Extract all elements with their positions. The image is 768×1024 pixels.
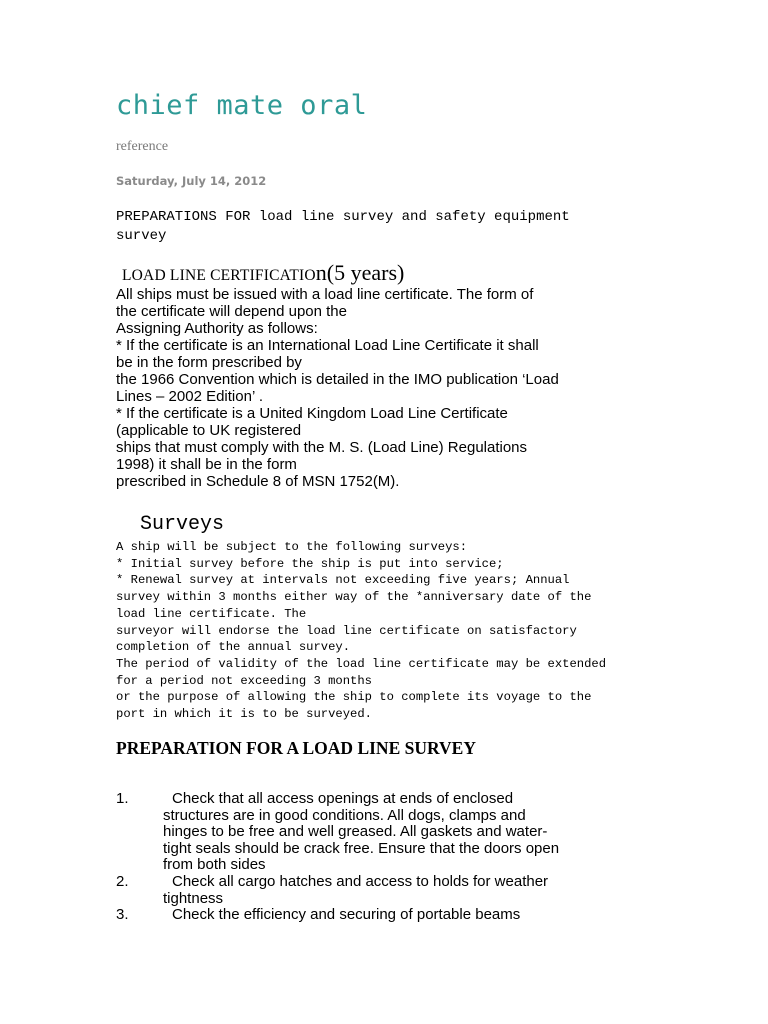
list-item-number: 1.	[116, 790, 129, 807]
list-item-number: 3.	[116, 906, 129, 924]
post-title-line: PREPARATIONS FOR load line survey and safety equipment	[116, 209, 570, 225]
cert-heading-caps: LOAD LINE CERTIFICATIO	[122, 267, 316, 284]
cert-heading-years: (5 years)	[326, 260, 405, 285]
paragraph-line: ships that must comply with the M. S. (Load Line) Regulations	[116, 439, 528, 456]
paragraph-line: All ships must be issued with a load line certificate. The form of	[116, 286, 534, 303]
list-item	[116, 874, 676, 907]
paragraph-line: be in the form prescribed by	[116, 354, 302, 371]
paragraph-line: * Renewal survey at intervals not exceeding five years; Annual	[116, 573, 570, 588]
list-item-line: Check all cargo hatches and access to holds for weather	[172, 872, 549, 890]
list-item	[116, 791, 676, 874]
preparation-list	[116, 791, 676, 924]
list-item	[116, 907, 676, 924]
paragraph-line: or the purpose of allowing the ship to complete its voyage to the	[116, 690, 592, 705]
surveys-heading: Surveys	[140, 513, 225, 536]
paragraph-line: * If the certificate is a United Kingdom Load Line Certificate	[116, 405, 508, 422]
paragraph-line: for a period not exceeding 3 months	[116, 673, 372, 688]
list-item-line: tight seals should be crack free. Ensure that the doors open	[163, 839, 560, 857]
paragraph-line: Assigning Authority as follows:	[116, 320, 318, 337]
post-title	[116, 208, 656, 246]
paragraph-line: port in which it is to be surveyed.	[116, 707, 372, 722]
preparation-heading: PREPARATION FOR A LOAD LINE SURVEY	[116, 738, 476, 758]
paragraph-line: prescribed in Schedule 8 of MSN 1752(M).	[116, 473, 400, 490]
list-item-line: Check the efficiency and securing of portable beams	[172, 906, 521, 924]
post-title-line: survey	[116, 228, 167, 244]
surveys-paragraph	[116, 539, 676, 723]
blog-description: reference	[116, 139, 169, 154]
paragraph-line: completion of the annual survey.	[116, 640, 351, 655]
list-item-line: Check that all access openings at ends of enclosed	[172, 790, 514, 807]
list-item-text	[163, 791, 676, 874]
list-item-line: tightness	[163, 889, 224, 907]
paragraph-line: the certificate will depend upon the	[116, 303, 347, 320]
blog-title[interactable]: chief mate oral	[116, 90, 368, 121]
post-date: Saturday, July 14, 2012	[116, 174, 267, 188]
list-item-line: from both sides	[163, 856, 266, 874]
list-item-number: 2.	[116, 872, 129, 890]
certificate-paragraph	[116, 286, 676, 490]
list-item-line: hinges to be free and well greased. All gaskets and water-	[163, 823, 548, 841]
paragraph-line: * Initial survey before the ship is put into service;	[116, 556, 504, 571]
paragraph-line: load line certificate. The	[116, 606, 307, 621]
paragraph-line: (applicable to UK registered	[116, 422, 302, 439]
paragraph-line: the 1966 Convention which is detailed in the IMO publication ‘Load	[116, 371, 559, 388]
paragraph-line: A ship will be subject to the following surveys:	[116, 540, 468, 554]
list-item-text	[163, 907, 676, 924]
paragraph-line: Lines – 2002 Edition’ .	[116, 388, 264, 405]
paragraph-line: 1998) it shall be in the form	[116, 456, 297, 473]
paragraph-line: survey within 3 months either way of the *anniversary date of the	[116, 590, 592, 605]
paragraph-line: * If the certificate is an International Load Line Certificate it shall	[116, 337, 539, 354]
cert-heading-n: n	[315, 260, 327, 285]
list-item-text	[163, 874, 676, 907]
load-line-certification-heading	[122, 260, 404, 286]
paragraph-line: surveyor will endorse the load line certificate on satisfactory	[116, 623, 577, 638]
list-item-line: structures are in good conditions. All dogs, clamps and	[163, 806, 526, 824]
paragraph-line: The period of validity of the load line certificate may be extended	[116, 656, 607, 671]
